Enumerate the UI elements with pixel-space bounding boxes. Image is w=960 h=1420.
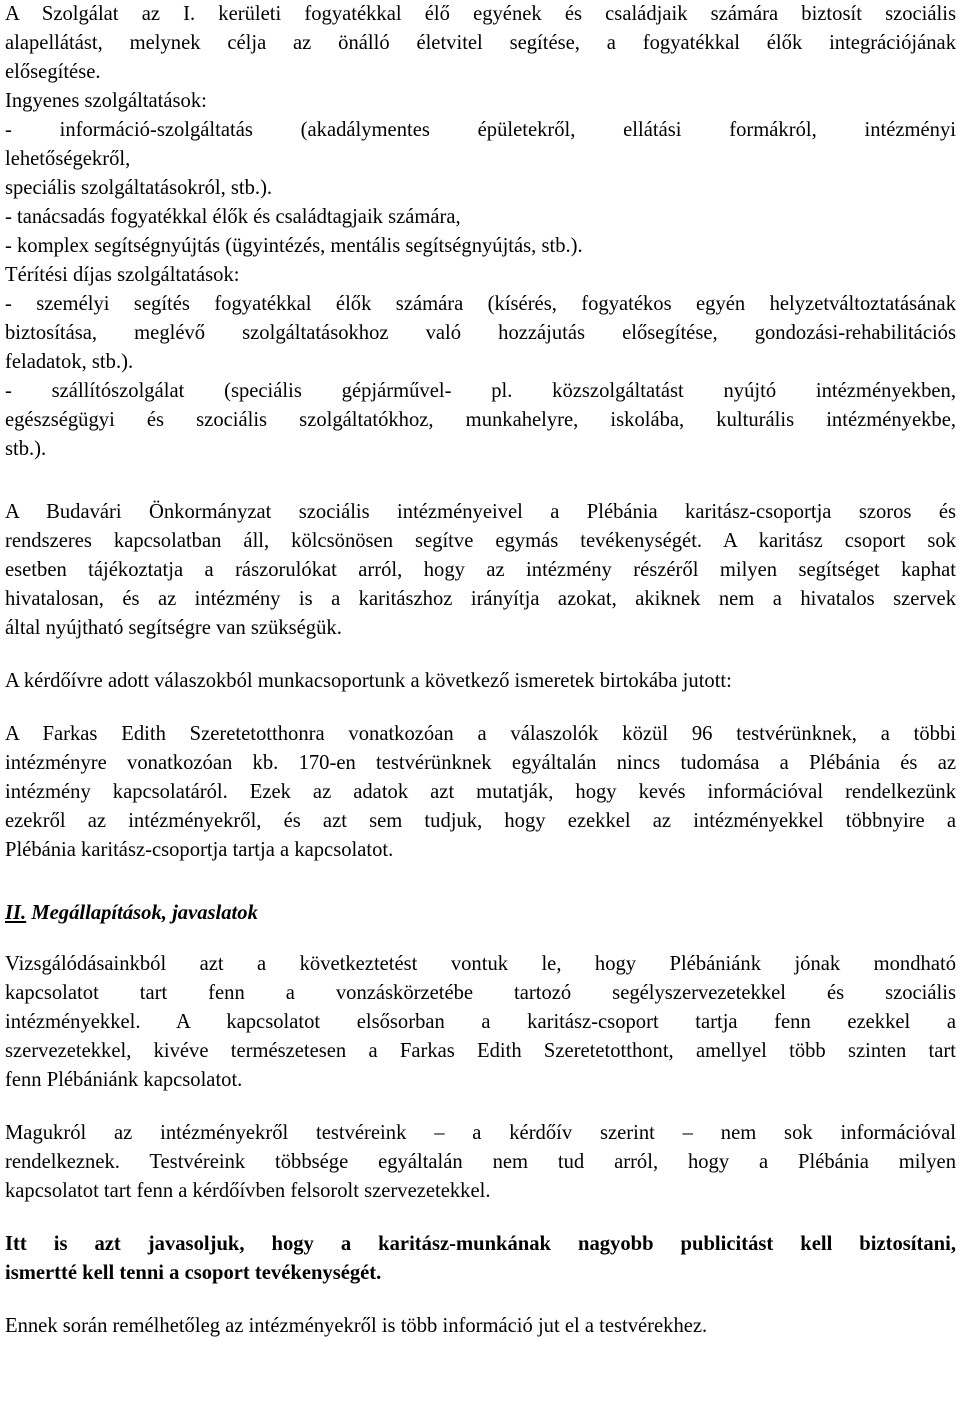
text-line: kapcsolatot tart fenn a vonzáskörzetébe tartozó segélyszervezetekkel és szociális [5, 982, 956, 1004]
text-line: - tanácsadás fogyatékkal élők és családtagjaik számára, [5, 206, 461, 228]
text-line: speciális szolgáltatásokról, stb.). [5, 177, 273, 199]
text-line: Magukról az intézményekről testvéreink – a kérdőív szerint – nem sok információval [5, 1122, 956, 1144]
text-line: - komplex segítségnyújtás (ügyintézés, mentális segítségnyújtás, stb.). [5, 235, 583, 257]
text-line: elősegítése. [5, 61, 101, 83]
text-line: szervezetekkel, kivéve természetesen a Farkas Edith Szeretetotthont, amellyel több szinten tart [5, 1040, 956, 1062]
spacer [5, 1288, 956, 1312]
magukrol-paragraph [5, 1119, 956, 1206]
text-line: feladatok, stb.). [5, 351, 134, 373]
spacer [5, 464, 956, 498]
farkas-paragraph [5, 720, 956, 865]
text-line: intézmény kapcsolatáról. Ezek az adatok azt mutatják, hogy kevés információval rendelkezünk [5, 781, 956, 803]
text-line: lehetőségekről, [5, 148, 131, 170]
text-line: stb.). [5, 438, 47, 460]
text-line: kapcsolatot tart fenn a kérdőívben felsorolt szervezetekkel. [5, 1180, 491, 1202]
text-line: intézményekkel. A kapcsolatot elsősorban a karitász-csoport tartja fenn ezekkel a [5, 1011, 956, 1033]
spacer [5, 928, 956, 950]
text-line: Ingyenes szolgáltatások: [5, 90, 207, 112]
text-line: Vizsgálódásainkból azt a következtetést vontuk le, hogy Plébániánk jónak mondható [5, 953, 956, 975]
text-line: rendelkeznek. Testvéreink többsége egyáltalán nem tud arról, hogy a Plébánia milyen [5, 1151, 956, 1173]
text-line: Ennek során remélhetőleg az intézményekről is több információ jut el a testvérekhez. [5, 1315, 708, 1337]
section-heading-title: Megállapítások, javaslatok [26, 902, 258, 924]
spacer [5, 865, 956, 899]
text-line: Plébánia karitász-csoportja tartja a kapcsolatot. [5, 839, 394, 861]
section-heading-numeral: II. [5, 902, 27, 924]
spacer [5, 643, 956, 667]
text-line: Térítési díjas szolgáltatások: [5, 264, 240, 286]
text-line: egészségügyi és szociális szolgáltatókhoz, munkahelyre, iskolába, kulturális intézményekbe, [5, 409, 956, 431]
spacer [5, 696, 956, 720]
vizsgalod-paragraph [5, 950, 956, 1095]
text-line: A Farkas Edith Szeretetotthonra vonatkozóan a válaszolók közül 96 testvérünknek, a többi [5, 723, 956, 745]
spacer [5, 1095, 956, 1119]
text-line: alapellátást, melynek célja az önálló életvitel segítése, a fogyatékkal élők integrációjának [5, 32, 956, 54]
spacer [5, 1206, 956, 1230]
text-line: rendszeres kapcsolatban áll, kölcsönösen segítve egymás tevékenységét. A karitász csoport sok [5, 530, 956, 552]
text-line: ezekről az intézményekről, és azt sem tudjuk, hogy ezekkel az intézményekkel többnyire a [5, 810, 956, 832]
ennek-paragraph [5, 1312, 956, 1341]
text-line: biztosítása, meglévő szolgáltatásokhoz való hozzájutás elősegítése, gondozási-rehabilitációs [5, 322, 956, 344]
document-page [5, 0, 956, 1341]
budavar-paragraph [5, 498, 956, 643]
text-line: A Szolgálat az I. kerületi fogyatékkal élő egyének és családjaik számára biztosít szociális [5, 3, 956, 25]
section-heading [5, 899, 956, 928]
intro-section [5, 0, 956, 464]
text-line: fenn Plébániánk kapcsolatot. [5, 1069, 243, 1091]
text-line: ismertté kell tenni a csoport tevékenységét. [5, 1262, 382, 1284]
text-line: által nyújtható segítségre van szükségük. [5, 617, 342, 639]
text-line: - személyi segítés fogyatékkal élők számára (kísérés, fogyatékos egyén helyzetváltoztatásának [5, 293, 956, 315]
kerdoiv-paragraph [5, 667, 956, 696]
text-line: esetben tájékoztatja a rászorulókat arról, hogy az intézmény részéről milyen segítséget kaphat [5, 559, 956, 581]
text-line: - információ-szolgáltatás (akadálymentes épületekről, ellátási formákról, intézményi [5, 119, 956, 141]
javaslat-paragraph [5, 1230, 956, 1288]
text-line: A Budavári Önkormányzat szociális intézményeivel a Plébánia karitász-csoportja szoros és [5, 501, 956, 523]
text-line: Itt is azt javasoljuk, hogy a karitász-munkának nagyobb publicitást kell biztosítani, [5, 1233, 956, 1255]
text-line: intézményre vonatkozóan kb. 170-en testvérünknek egyáltalán nincs tudomása a Plébánia és az [5, 752, 956, 774]
text-line: A kérdőívre adott válaszokból munkacsoportunk a következő ismeretek birtokába jutott: [5, 670, 732, 692]
text-line: hivatalosan, és az intézmény is a karitászhoz irányítja azokat, akiknek nem a hivatalos szervek [5, 588, 956, 610]
text-line: - szállítószolgálat (speciális gépjárművel- pl. közszolgáltatást nyújtó intézményekben, [5, 380, 956, 402]
